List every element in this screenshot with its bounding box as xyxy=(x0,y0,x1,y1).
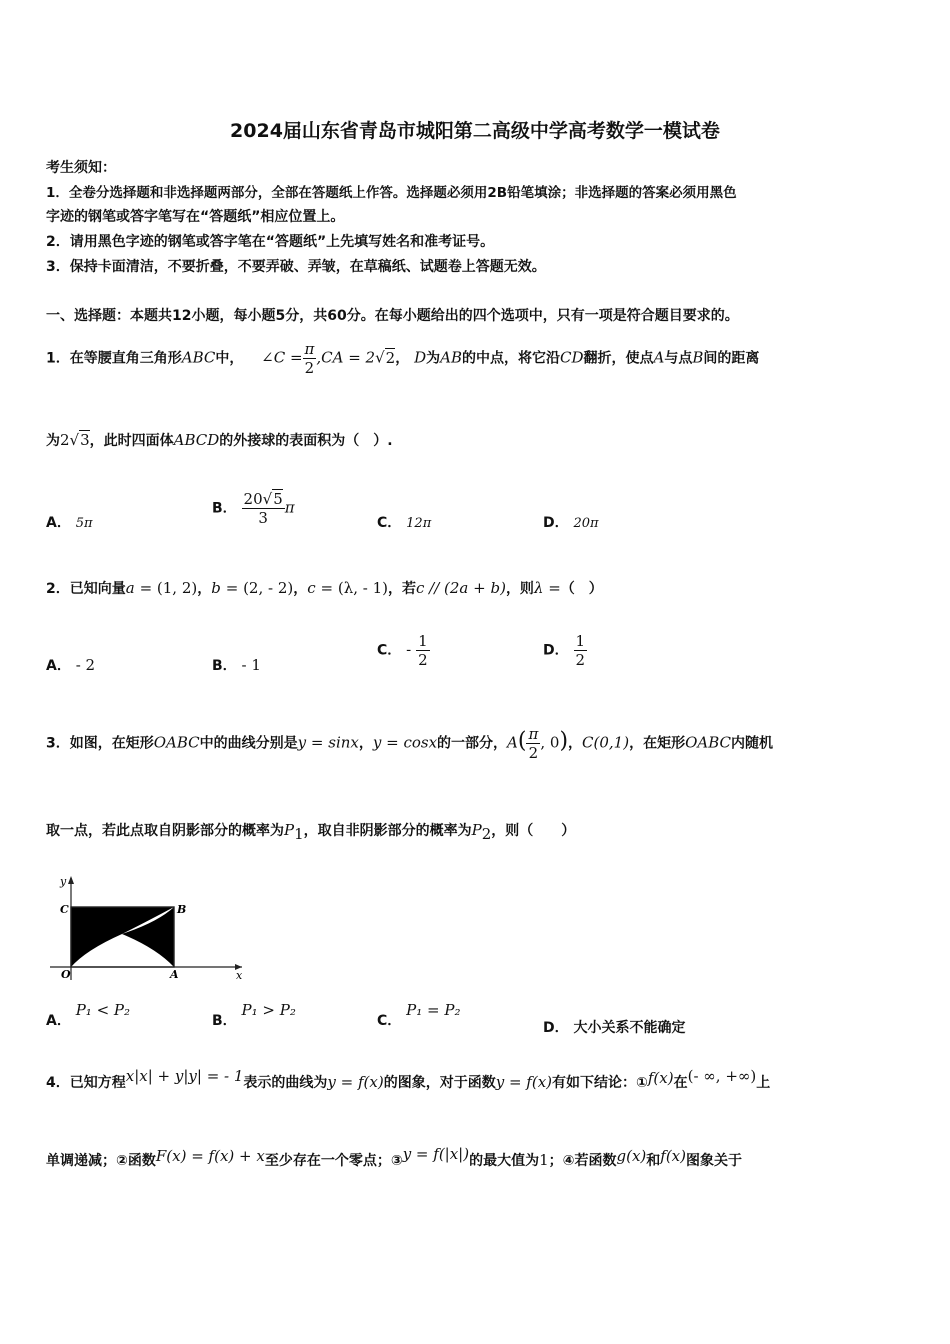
q4-equation: x|x| + y|y| = - 1 xyxy=(125,1067,244,1085)
label-y: y xyxy=(60,875,67,888)
q1-option-d[interactable]: D． 20π xyxy=(543,515,599,531)
q1-abc: ABC xyxy=(181,348,216,367)
q1-text-a: 1．在等腰直角三角形 xyxy=(46,350,182,367)
q1-cd: CD xyxy=(559,348,584,367)
question-3-line1: 3．如图，在矩形OABC中的曲线分别是y = sinx，y = cosx的一部分，A( $\frac{\pi}{2}$ , 0)，C(0,1)，在矩形OABC内随机 xyxy=(46,725,773,762)
q1-sqrt2: 2 xyxy=(385,348,396,367)
q3-option-a[interactable]: A． P₁ < P₂ xyxy=(46,1001,131,1029)
y-axis-arrow xyxy=(68,876,74,884)
q1-pi-over-2: $\frac{\pi}{2}$ xyxy=(304,340,315,377)
question-2: 2．已知向量a = (1, 2)，b = (2, - 2)，c = (λ, - 1)，若c // (2a + b)，则λ =（ ） xyxy=(46,579,603,597)
notice-item-1b: 字迹的钢笔或答字笔写在“答题纸”相应位置上。 xyxy=(46,209,345,225)
q1-ab: AB xyxy=(440,348,462,367)
notice-heading: 考生须知： xyxy=(46,160,116,176)
label-c: C xyxy=(60,903,69,916)
q1-text-b: 中， xyxy=(215,350,244,367)
q1-d: D xyxy=(414,348,427,367)
q2-condition: c // (2a + b) xyxy=(415,579,506,597)
question-3-line2: 取一点，若此点取自阴影部分的概率为$P_1$，取自非阴影部分的概率为$P_2$，则（ ） xyxy=(46,821,576,843)
q2-option-c[interactable]: C． - $\frac{1}{2}$ xyxy=(377,632,428,669)
q1-option-a[interactable]: A． 5π xyxy=(46,515,93,531)
q1-abcd: ABCD xyxy=(173,431,220,449)
q1-option-c[interactable]: C． 12π xyxy=(377,515,432,531)
q1-angle: ∠C = xyxy=(261,348,303,367)
q1-option-b[interactable]: B． $\frac{20√5}{3}$ π xyxy=(212,490,295,527)
page-title: 2024届山东省青岛市城阳第二高级中学高考数学一模试卷 xyxy=(230,120,720,142)
q1-ca: ,CA = 2 xyxy=(316,348,376,367)
q2-option-d[interactable]: D． $\frac{1}{2}$ xyxy=(543,632,586,669)
section-heading: 一、选择题：本题共12小题，每小题5分，共60分。在每小题给出的四个选项中，只有一项是符合题目要求的。 xyxy=(46,308,739,324)
q3-figure xyxy=(46,872,250,982)
question-1-line2: 为2√3，此时四面体ABCD的外接球的表面积为（ ）. xyxy=(46,431,393,449)
notice-item-1a: 1．全卷分选择题和非选择题两部分，全部在答题纸上作答。选择题必须用2B铅笔填涂；非选择题的答案必须用黑色 xyxy=(46,185,737,201)
q3-figure-svg xyxy=(46,872,250,982)
question-4-line1: 4．已知方程x|x| + y|y| = - 1表示的曲线为y = f(x)的图象，对于函数y = f(x)有如下结论：①f(x)在(- ∞, +∞)上 xyxy=(46,1067,771,1091)
q2-option-a[interactable]: A． - 2 xyxy=(46,656,96,674)
label-x: x xyxy=(236,969,243,982)
notice-item-2: 2．请用黑色字迹的钢笔或答字笔在“答题纸”上先填写姓名和准考证号。 xyxy=(46,234,495,250)
q3-option-d[interactable]: D． 大小关系不能确定 xyxy=(543,1020,686,1036)
notice-item-3: 3．保持卡面清洁，不要折叠，不要弄破、弄皱，在草稿纸、试题卷上答题无效。 xyxy=(46,259,546,275)
question-4-line2: 单调递减；②函数F(x) = f(x) + x至少存在一个零点；③y = f(|x|)的最大值为1；④若函数g(x)和f(x)图象关于 xyxy=(46,1145,742,1169)
q2-option-b[interactable]: B． - 1 xyxy=(212,656,261,674)
label-a: A xyxy=(170,968,179,981)
q3-option-b[interactable]: B． P₁ > P₂ xyxy=(212,1001,296,1029)
q3-option-c[interactable]: C． P₁ = P₂ xyxy=(377,1001,461,1029)
label-b: B xyxy=(177,903,187,916)
question-1-line1: 1．在等腰直角三角形ABC中， ∠C = $\frac{\pi}{2}$ ,CA = 2√2， D为AB的中点，将它沿CD翻折，使点A与点B间的距离 xyxy=(46,340,760,377)
label-o: O xyxy=(61,968,71,981)
